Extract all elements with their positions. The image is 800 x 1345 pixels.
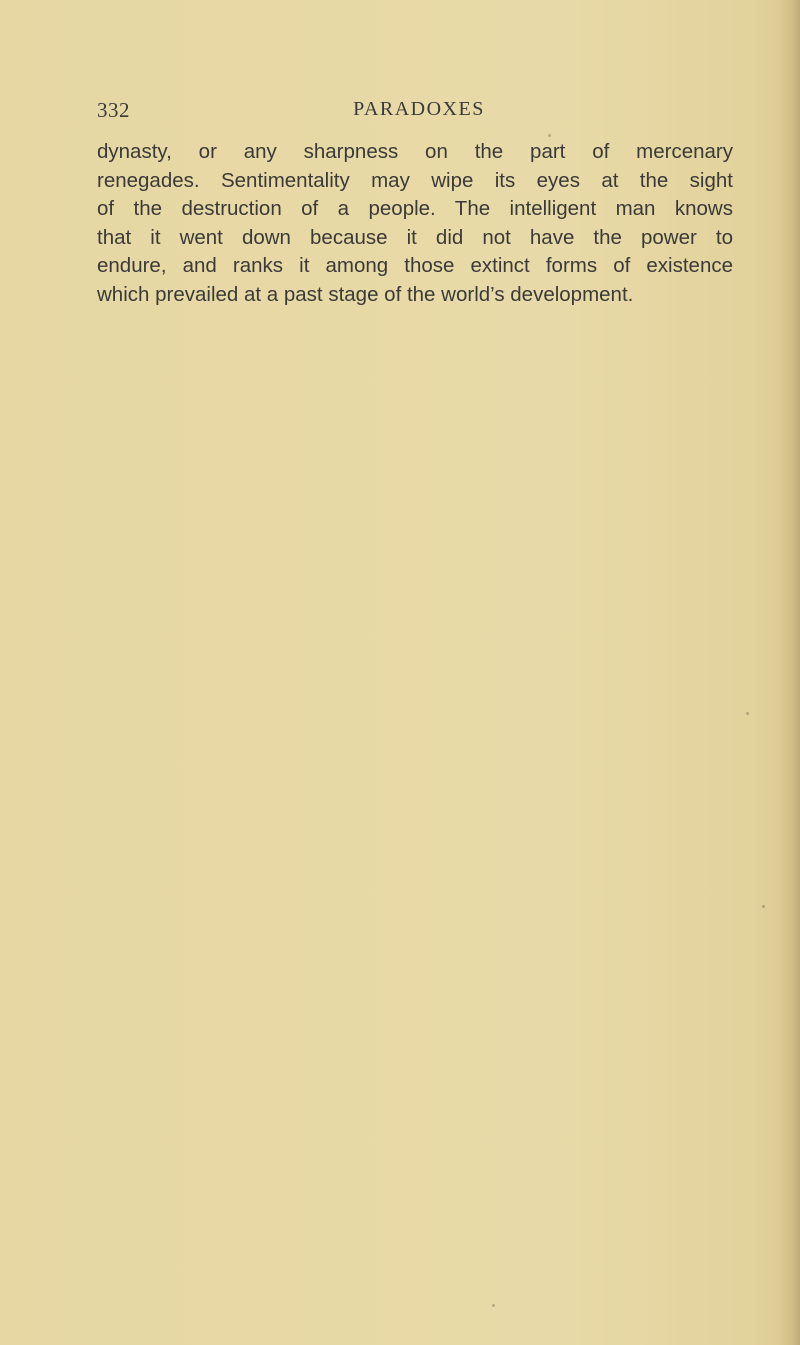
paper-speck [492, 1304, 495, 1307]
page-edge-shadow [778, 0, 800, 1345]
text-line: which prevailed at a past stage of the world’s development. [97, 282, 634, 306]
paper-speck [746, 712, 749, 715]
paper-speck [762, 905, 765, 908]
page-number: 332 [97, 98, 130, 122]
text-line: that it went down because it did not have the power to [97, 225, 733, 249]
text-line: endure, and ranks it among those extinct forms of existence [97, 254, 733, 278]
body-text [97, 138, 733, 310]
paper-speck [548, 134, 551, 137]
running-title: PARADOXES [353, 98, 485, 120]
text-line: of the destruction of a people. The intelligent man knows [97, 197, 733, 221]
text-line: dynasty, or any sharpness on the part of mercenary [97, 140, 733, 163]
running-head [97, 98, 731, 130]
text-line: renegades. Sentimentality may wipe its eyes at the sight [97, 168, 733, 192]
